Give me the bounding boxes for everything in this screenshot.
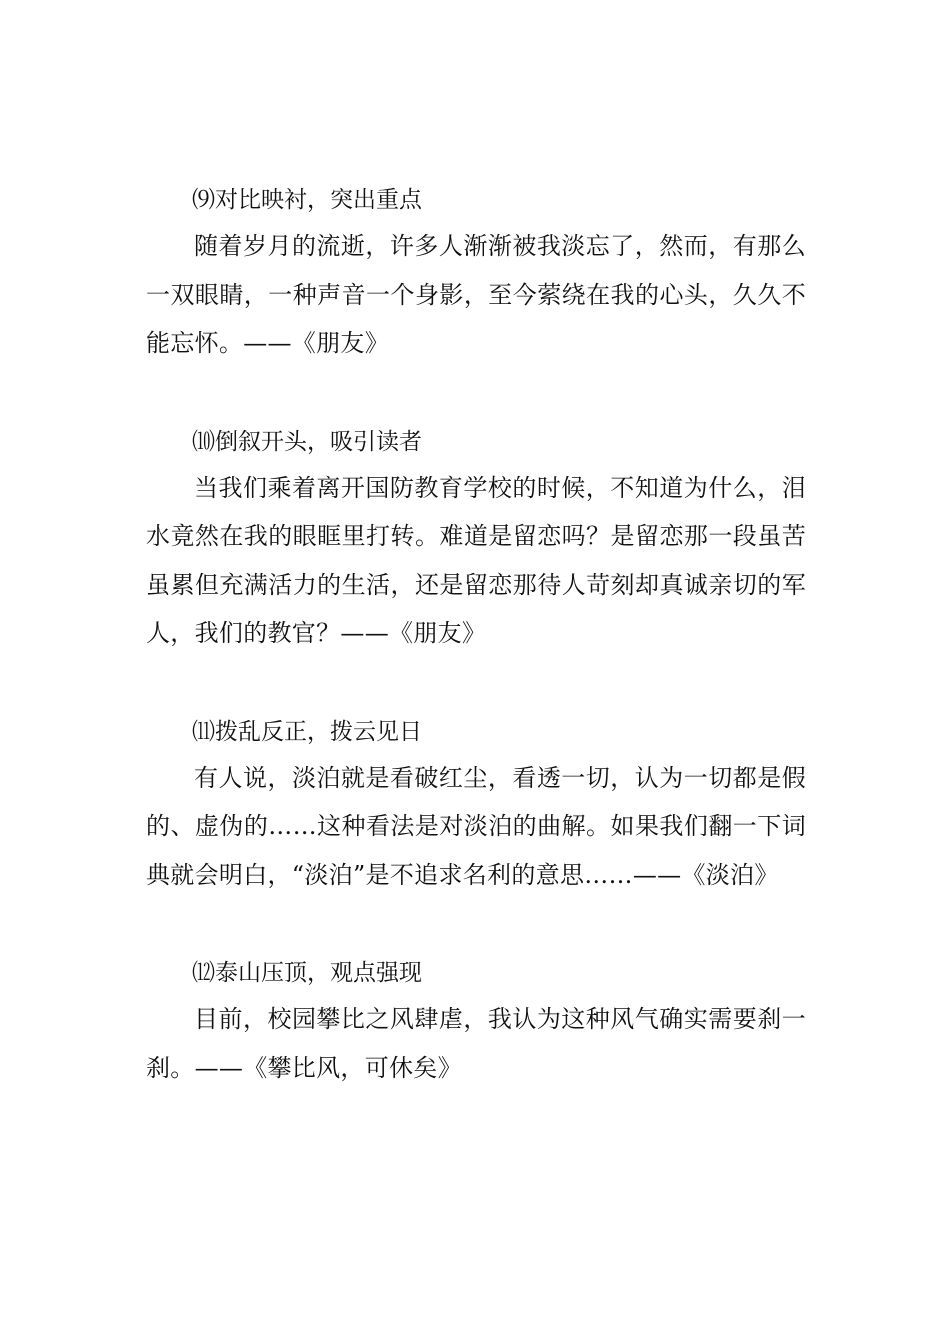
section-paragraph: 当我们乘着离开国防教育学校的时候，不知道为什么，泪水竟然在我的眼眶里打转。难道是留恋吗？是留恋那一段虽苦虽累但充满活力的生活，还是留恋那待人苛刻却真诚亲切的军人，我们的教官？——《朋友》 bbox=[146, 473, 806, 647]
section-paragraph: 目前，校园攀比之风肆虐，我认为这种风气确实需要刹一刹。——《攀比风，可休矣》 bbox=[146, 1005, 806, 1082]
section-9 bbox=[146, 178, 806, 368]
section-paragraph: 随着岁月的流逝，许多人渐渐被我淡忘了，然而，有那么一双眼睛，一种声音一个身影，至今萦绕在我的心头，久久不能忘怀。——《朋友》 bbox=[146, 232, 806, 357]
section-10 bbox=[146, 420, 806, 658]
section-heading: ⑽倒叙开头，吸引读者 bbox=[192, 428, 422, 455]
section-11 bbox=[146, 710, 806, 900]
document-page bbox=[146, 178, 806, 1144]
section-12 bbox=[146, 951, 806, 1092]
section-heading: ⑿泰山压顶，观点强现 bbox=[192, 960, 422, 986]
section-paragraph: 有人说，淡泊就是看破红尘，看透一切，认为一切都是假的、虚伪的……这种看法是对淡泊的曲解。如果我们翻一下词典就会明白，“淡泊”是不追求名利的意思……——《淡泊》 bbox=[146, 763, 806, 889]
section-heading: ⑾拨乱反正，拨云见日 bbox=[192, 718, 422, 745]
section-heading: ⑼对比映衬，突出重点 bbox=[192, 187, 422, 213]
